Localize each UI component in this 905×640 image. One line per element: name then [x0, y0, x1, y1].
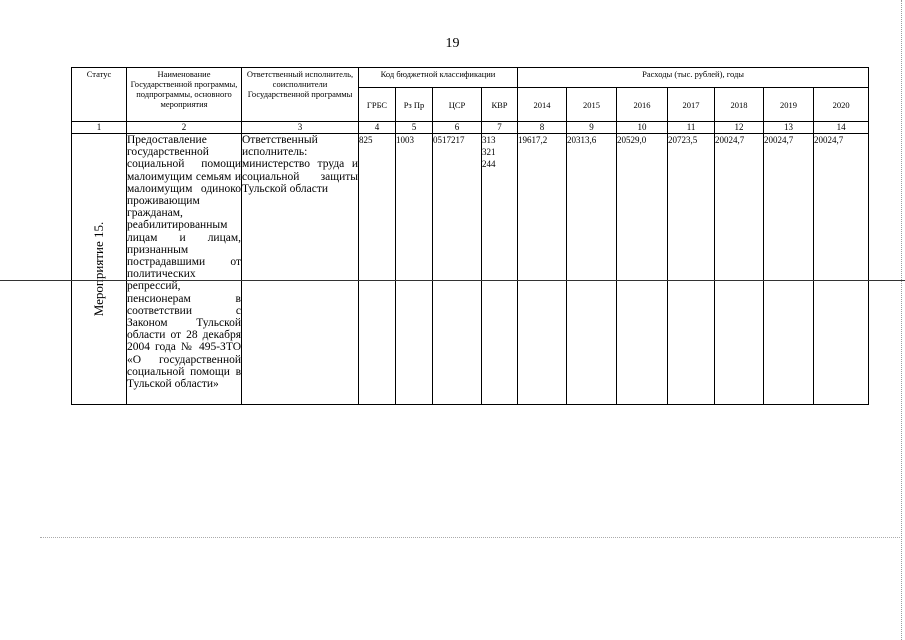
column-number: 1 [72, 122, 127, 134]
header-csr: ЦСР [433, 88, 482, 122]
header-expenses: Расходы (тыс. рублей), годы [518, 68, 869, 88]
header-name: Наименование Государственной программы, подпрограммы, основного мероприятия [127, 68, 242, 122]
rzpr-cell: 1003 [396, 134, 433, 405]
column-number: 13 [764, 122, 814, 134]
header-year-2015: 2015 [567, 88, 617, 122]
scan-edge-artifact [901, 0, 902, 640]
column-number-row [72, 122, 869, 134]
column-number: 14 [814, 122, 869, 134]
column-number: 7 [482, 122, 518, 134]
header-budget-code: Код бюджетной классификации [359, 68, 518, 88]
grbs-cell: 825 [359, 134, 396, 405]
csr-cell: 0517217 [433, 134, 482, 405]
column-number: 4 [359, 122, 396, 134]
header-year-2019: 2019 [764, 88, 814, 122]
column-number: 2 [127, 122, 242, 134]
kvr-cell [482, 134, 518, 405]
status-cell [72, 134, 127, 405]
column-number: 6 [433, 122, 482, 134]
expense-2016: 20529,0 [617, 134, 668, 405]
header-kvr: КВР [482, 88, 518, 122]
kvr-code: 313 [482, 135, 496, 145]
status-label: Мероприятие 15. [91, 221, 106, 317]
column-number: 11 [668, 122, 715, 134]
executor-cell: Ответственный исполнитель: министерство труда и социальной защиты Тульской области [242, 134, 359, 405]
header-row-1 [72, 68, 869, 88]
kvr-code: 321 [482, 147, 496, 157]
kvr-code: 244 [482, 159, 496, 169]
header-year-2020: 2020 [814, 88, 869, 122]
column-number: 10 [617, 122, 668, 134]
expense-2020: 20024,7 [814, 134, 869, 405]
scan-dotted-artifact [40, 537, 900, 538]
column-number: 8 [518, 122, 567, 134]
scan-fold-line [0, 280, 905, 281]
program-name-cell: Предоставление государственной социальной помощи малоимущим семьям и малоимущим одиноко проживающим гражданам, реабилитированным лицам и лицам, признанным пострадавшими от политических репрессий, пенсионерам в соответствии с Законом Тульской области от 28 декабря 2004 года № 495-ЗТО «О государственной социальной помощи в Тульской области» [127, 134, 242, 405]
budget-table [71, 67, 869, 405]
header-executor: Ответственный исполнитель, соисполнители Государственной программы [242, 68, 359, 122]
expense-2015: 20313,6 [567, 134, 617, 405]
page-number: 19 [445, 36, 460, 51]
header-rzpr: Рз Пр [396, 88, 433, 122]
expense-2014: 19617,2 [518, 134, 567, 405]
expense-2017: 20723,5 [668, 134, 715, 405]
column-number: 9 [567, 122, 617, 134]
column-number: 3 [242, 122, 359, 134]
header-year-2016: 2016 [617, 88, 668, 122]
header-status: Статус [72, 68, 127, 122]
header-year-2014: 2014 [518, 88, 567, 122]
header-grbs: ГРБС [359, 88, 396, 122]
header-year-2017: 2017 [668, 88, 715, 122]
expense-2018: 20024,7 [715, 134, 764, 405]
table-row [72, 134, 869, 405]
column-number: 12 [715, 122, 764, 134]
expense-2019: 20024,7 [764, 134, 814, 405]
header-year-2018: 2018 [715, 88, 764, 122]
column-number: 5 [396, 122, 433, 134]
